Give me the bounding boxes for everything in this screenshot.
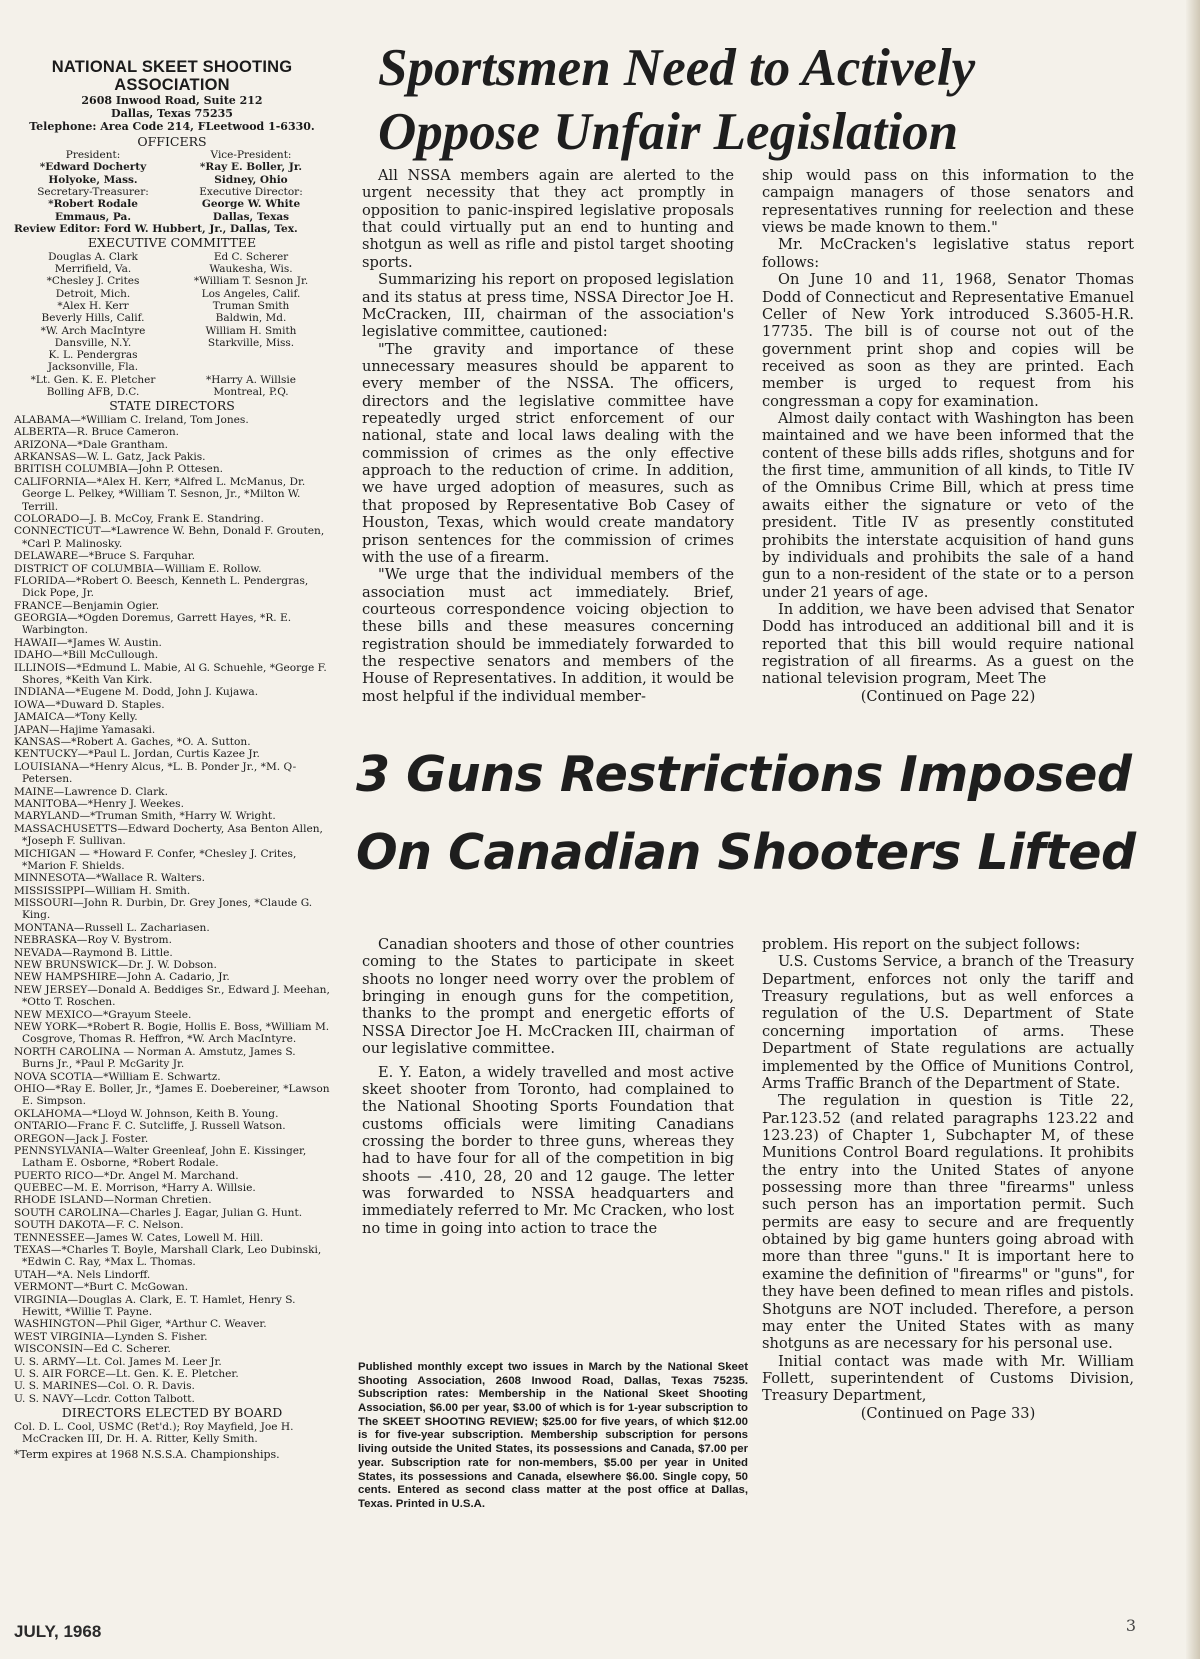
state-director-entry: OKLAHOMA—*Lloyd W. Johnson, Keith B. Young. [14, 1107, 279, 1120]
state-director-entry: ALBERTA—R. Bruce Cameron. [14, 426, 180, 439]
executive-committee-cell: *William T. Sesnon Jr. [193, 275, 309, 288]
executive-committee-grid [14, 251, 330, 398]
state-director-entry: MICHIGAN — *Howard F. Confer, *Chesley J. Crites, *Marion F. Shields. [14, 847, 297, 872]
officer-cell: Emmaus, Pa. [55, 210, 131, 223]
article2-headline-line2: On Canadian Shooters Lifted [356, 824, 1136, 881]
association-city: Dallas, Texas 75235 [111, 106, 233, 120]
state-directors-list [14, 414, 330, 1405]
executive-committee-cell: Beverly Hills, Calif. [41, 312, 145, 325]
page-edge-shadow [1186, 0, 1200, 1659]
state-director-entry: QUEBEC—M. E. Morrison, *Harry A. Willsie. [14, 1182, 256, 1195]
state-director-entry: INDIANA—*Eugene M. Dodd, John J. Kujawa. [14, 686, 259, 699]
paragraph: Mr. McCracken's legislative status report follows: [762, 236, 1134, 271]
state-director-entry: PENNSYLVANIA—Walter Greenleaf, John E. Kissinger, Latham E. Osborne, *Robert Rodale. [14, 1144, 307, 1170]
state-director-entry: ALABAMA—*William C. Ireland, Tom Jones. [14, 413, 249, 426]
state-director-entry: MISSOURI—John R. Durbin, Dr. Grey Jones, *Claude G. King. [14, 897, 313, 922]
paragraph: "The gravity and importance of these unnecessary measures should be apparent to every member of the NSSA. The officers, directors and the legislative committee have repeatedly urged strict enforcement of our national, state and local laws dealing with the commission of crimes as the only effective approach to the reduction of crime. In addition, we have urged adoption of measures, such as that proposed by Representative Bob Casey of Houston, Texas, which would create mandatory prison sentences for the commission of crimes with the use of a firearm. [362, 340, 734, 566]
state-director-entry: U. S. ARMY—Lt. Col. James M. Leer Jr. [14, 1355, 222, 1368]
state-director-entry: NORTH CAROLINA — Norman A. Amstutz, James S. Burns Jr., *Paul P. McGarity Jr. [14, 1045, 296, 1071]
state-director-entry: PUERTO RICO—*Dr. Angel M. Marchand. [14, 1169, 239, 1182]
state-director-entry: HAWAII—*James W. Austin. [14, 636, 162, 649]
executive-committee-cell: *W. Arch MacIntyre [40, 324, 146, 337]
article2-column-2 [762, 936, 1134, 1422]
state-director-entry: NEW YORK—*Robert R. Bogie, Hollis E. Boss, *William M. Cosgrove, Thomas R. Heffron, *W. Arch MacIntyre. [14, 1020, 330, 1046]
officer-cell: Sidney, Ohio [214, 173, 288, 186]
officer-cell: Vice-President: [210, 149, 292, 162]
association-address: 2608 Inwood Road, Suite 212 [81, 93, 263, 107]
officer-cell: *Edward Docherty [39, 161, 147, 174]
state-director-entry: SOUTH CAROLINA—Charles J. Eagar, Julian G. Hunt. [14, 1206, 303, 1219]
term-note: *Term expires at 1968 N.S.S.A. Championships. [14, 1447, 280, 1461]
paragraph: U.S. Customs Service, a branch of the Treasury Department, enforces not only the tariff and Treasury regulations, but as well enforces a regulation of the U.S. Department of State concerning importation of arms. These Department of State regulations are actually implemented by the Office of Munitions Control, Arms Traffic Branch of the Department of State. [762, 953, 1134, 1092]
state-director-entry: U. S. MARINES—Col. O. R. Davis. [14, 1380, 195, 1393]
executive-committee-cell: Baldwin, Md. [215, 312, 287, 325]
state-director-entry: NEW HAMPSHIRE—John A. Cadario, Jr. [14, 971, 230, 984]
executive-committee-cell: Starkville, Miss. [207, 336, 295, 349]
state-director-entry: NEBRASKA—Roy V. Bystrom. [14, 934, 172, 947]
state-director-entry: KANSAS—*Robert A. Gaches, *O. A. Sutton. [14, 736, 251, 748]
continued-note: (Continued on Page 22) [860, 687, 1036, 705]
state-director-entry: IDAHO—*Bill McCullough. [14, 649, 159, 662]
state-director-entry: TENNESSEE—James W. Cates, Lowell M. Hill. [14, 1231, 264, 1244]
officer-cell: *Ray E. Boller, Jr. [199, 161, 303, 174]
state-director-entry: NEW JERSEY—Donald A. Beddiges Sr., Edward J. Meehan, *Otto T. Roschen. [14, 983, 330, 1009]
state-director-entry: CONNECTICUT—*Lawrence W. Behn, Donald F. Grouten, *Carl P. Malinosky. [14, 525, 325, 550]
state-director-entry: U. S. AIR FORCE—Lt. Gen. K. E. Pletcher. [14, 1367, 239, 1380]
state-director-entry: BRITISH COLUMBIA—John P. Ottesen. [14, 463, 224, 476]
executive-committee-cell: William H. Smith [205, 324, 297, 337]
paragraph: All NSSA members again are alerted to the urgent necessity that they act promptly in opposition to panic-inspired legislative proposals that could virtually put an end to hunting and shotgun as well as rifle and pistol target shooting sports. [362, 167, 734, 271]
executive-committee-cell: Merrifield, Va. [54, 263, 132, 276]
issue-date: JULY, 1968 [14, 1622, 102, 1641]
executive-committee-cell [172, 361, 330, 373]
state-director-entry: VIRGINIA—Douglas A. Clark, E. T. Hamlet, Henry S. Hewitt, *Willie T. Payne. [14, 1293, 296, 1318]
executive-committee-cell: Douglas A. Clark [48, 250, 138, 263]
state-director-entry: ARKANSAS—W. L. Gatz, Jack Pakis. [14, 451, 206, 464]
paragraph: problem. His report on the subject follows: [762, 936, 1081, 953]
executive-committee-cell: *Lt. Gen. K. E. Pletcher [30, 373, 156, 386]
board-directors: Col. D. L. Cool, USMC (Ret'd.); Roy Mayfield, Joe H. McCracken III, Dr. H. A. Ritter, Kelly Smith. [14, 1420, 294, 1446]
state-director-entry: ONTARIO—Franc F. C. Sutcliffe, J. Russell Watson. [14, 1120, 286, 1133]
executive-committee-cell: Detroit, Mich. [55, 287, 131, 300]
state-director-entry: U. S. NAVY—Lcdr. Cotton Talbott. [14, 1392, 195, 1405]
state-director-entry: OREGON—Jack J. Foster. [14, 1132, 149, 1145]
paragraph: E. Y. Eaton, a widely travelled and most active skeet shooter from Toronto, had complained to the National Shooting Sports Foundation that customs officials were limiting Canadians crossing the border to three guns, whereas they had to have four for all of the competition in big shoots — .410, 28, 20 and 12 gauge. The letter was forwarded to NSSA headquarters and immediately referred to Mr. Mc Cracken, who lost no time in going into action to trace the [362, 1063, 734, 1237]
paragraph: Canadian shooters and those of other countries coming to the States to participate in skeet shoots no longer need worry over the problem of bringing in enough guns for the competition, thanks to the prompt and energetic efforts of NSSA Director Joe H. McCracken III, chairman of our legislative committee. [362, 936, 734, 1058]
state-director-entry: MASSACHUSETTS—Edward Docherty, Asa Benton Allen, *Joseph F. Sullivan. [14, 822, 323, 848]
article1-headline [378, 36, 1068, 164]
state-director-entry: JAPAN—Hajime Yamasaki. [14, 723, 156, 736]
association-telephone: Telephone: Area Code 214, FLeetwood 1-6330. [29, 119, 315, 133]
state-director-entry: MISSISSIPPI—William H. Smith. [14, 884, 191, 897]
paragraph: ship would pass on this information to the campaign managers of those senators and representatives running for reelection and these views be made known to them." [762, 167, 1134, 237]
state-director-entry: ILLINOIS—*Edmund L. Mabie, Al G. Schuehle, *George F. Shores, *Keith Van Kirk. [14, 661, 327, 687]
executive-committee-cell: Jacksonville, Fla. [47, 361, 139, 374]
article1-headline-line1: Sportsmen Need to Actively [378, 39, 976, 97]
executive-committee-cell [172, 349, 330, 361]
continued-note: (Continued on Page 33) [860, 1404, 1036, 1422]
officers-heading: OFFICERS [137, 133, 207, 149]
state-director-entry: UTAH—*A. Nels Lindorff. [14, 1268, 151, 1281]
article1-headline-line2: Oppose Unfair Legislation [378, 103, 959, 161]
article2-column-1 [362, 936, 734, 1237]
executive-committee-cell: Bolling AFB, D.C. [46, 385, 140, 398]
executive-committee-cell: *Chesley J. Crites [46, 275, 140, 288]
paragraph: Almost daily contact with Washington has been maintained and we have been informed that the content of these bills adds rifles, shotguns and for the first time, ammunition of all kinds, to Title IV of the Omnibus Crime Bill, which at press time awaits either the signature or veto of the president. Title IV as presently constituted prohibits the interstate acquisition of hand guns by individuals and prohibits the sale of a hand gun to a non-resident of the state or to a person under 21 years of age. [762, 410, 1134, 601]
paragraph: On June 10 and 11, 1968, Senator Thomas Dodd of Connecticut and Representative Emanuel Celler of New York introduced S.3605-H.R. 17735. The bill is of course not out of the government print shop and copies will be received as soon as they are printed. Each member is urged to request from his congressman a copy for examination. [762, 271, 1134, 410]
article1-column-1 [362, 167, 734, 705]
state-director-entry: NEVADA—Raymond B. Little. [14, 946, 173, 959]
board-directors-heading: DIRECTORS ELECTED BY BOARD [61, 1405, 283, 1421]
state-director-entry: MINNESOTA—*Wallace R. Walters. [14, 872, 205, 885]
paragraph: "We urge that the individual members of the association must act immediately. Brief, courteous correspondence voicing objection to these bills and these measures concerning registration should be immediately forwarded to the respective senators and members of the House of Representatives. In addition, it would be most helpful if the individual member- [362, 566, 734, 705]
page-number: 3 [1125, 1616, 1136, 1635]
paragraph: The regulation in question is Title 22, Par.123.52 (and related paragraphs 123.22 and 123.23) of Chapter 1, Subchapter M, of these Munitions Control Board regulations. It prohibits the entry into the United States of anyone possessing more than three "firearms" unless such person has an importation permit. Such permits are easy to secure and are frequently obtained by big game hunters going abroad with more than three "guns." It is important here to examine the definition of "firearms" or "guns", for they have been defined to mean rifles and pistols. Shotguns are NOT included. Therefore, a person may enter the United States with as many shotguns as are necessary for his personal use. [762, 1092, 1134, 1353]
executive-committee-cell: Ed C. Scherer [213, 250, 289, 263]
review-editor: Review Editor: Ford W. Hubbert, Jr., Dallas, Tex. [14, 222, 298, 235]
state-director-entry: NOVA SCOTIA—*William E. Schwartz. [14, 1070, 221, 1083]
state-director-entry: GEORGIA—*Ogden Doremus, Garrett Hayes, *R. E. Warbington. [14, 612, 292, 637]
article2-headline [356, 736, 1156, 892]
executive-committee-cell: Los Angeles, Calif. [201, 287, 301, 300]
officer-cell: Executive Director: [199, 185, 303, 198]
officer-cell: *Robert Rodale [48, 198, 138, 211]
state-director-entry: MANITOBA—*Henry J. Weekes. [14, 797, 184, 810]
article1-column-2 [762, 167, 1134, 705]
state-director-entry: FLORIDA—*Robert O. Beesch, Kenneth L. Pendergras, Dick Pope, Jr. [14, 574, 309, 600]
article2-headline-line1: 3 Guns Restrictions Imposed [356, 746, 1132, 803]
state-director-entry: JAMAICA—*Tony Kelly. [14, 711, 138, 724]
state-director-entry: MARYLAND—*Truman Smith, *Harry W. Wright. [14, 810, 276, 823]
state-director-entry: COLORADO—J. B. McCoy, Frank E. Standring. [14, 512, 264, 525]
executive-committee-cell: *Alex H. Kerr [57, 299, 129, 312]
state-director-entry: TEXAS—*Charles T. Boyle, Marshall Clark, Leo Dubinski, *Edwin C. Ray, *Max L. Thomas. [14, 1244, 322, 1269]
association-masthead [14, 58, 330, 1548]
executive-committee-cell: Waukesha, Wis. [209, 263, 293, 276]
executive-committee-cell: *Harry A. Willsie [206, 373, 296, 386]
state-director-entry: MAINE—Lawrence D. Clark. [14, 785, 168, 798]
state-director-entry: FRANCE—Benjamin Ogier. [14, 599, 160, 612]
state-director-entry: MONTANA—Russell L. Zachariasen. [14, 921, 210, 934]
paragraph: Summarizing his report on proposed legislation and its status at press time, NSSA Director Joe H. McCracken, III, chairman of the association's legislative committee, cautioned: [362, 271, 734, 341]
executive-committee-heading: EXECUTIVE COMMITTEE [87, 235, 257, 251]
state-director-entry: DISTRICT OF COLUMBIA—William E. Rollow. [14, 562, 262, 575]
state-director-entry: IOWA—*Duward D. Staples. [14, 698, 165, 711]
executive-committee-cell: Dansville, N.Y. [54, 336, 132, 349]
state-director-entry: VERMONT—*Burt C. McGowan. [14, 1281, 189, 1294]
executive-committee-cell: Montreal, P.Q. [213, 385, 289, 398]
state-director-entry: NEW MEXICO—*Grayum Steele. [14, 1008, 192, 1021]
state-director-entry: WEST VIRGINIA—Lynden S. Fisher. [14, 1330, 208, 1343]
state-director-entry: KENTUCKY—*Paul L. Jordan, Curtis Kazee Jr. [14, 748, 260, 761]
state-director-entry: ARIZONA—*Dale Grantham. [14, 438, 168, 451]
publication-notice: Published monthly except two issues in March by the National Skeet Shooting Association, 2608 Inwood Road, Dallas, Texas 75235. Subscription rates: Membership in the National Skeet Shooting Association, $6.00 per year, $3.00 of which is for 1-year subscription to The SKEET SHOOTING REVIEW; $25.00 for five years, of which $12.00 is for five-year subscription. Membership subscription for persons living outside the United States, its possessions and Canada, $7.00 per year. Subscription rate for non-members, $5.00 per year in United States, its possessions and Canada, elsewhere $6.00. Single copy, 50 cents. Entered as second class matter at the post office at Dallas, Texas. Printed in U.S.A. [358, 1361, 748, 1510]
paragraph: Initial contact was made with Mr. William Follett, superintendent of Customs Division, Treasury Department, [762, 1352, 1134, 1405]
state-director-entry: OHIO—*Ray E. Boller, Jr., *James E. Doebereiner, *Lawson E. Simpson. [14, 1082, 330, 1108]
officer-cell: Dallas, Texas [212, 210, 290, 223]
state-director-entry: WASHINGTON—Phil Giger, *Arthur C. Weaver. [14, 1318, 267, 1331]
officer-cell: Secretary-Treasurer: [37, 185, 149, 198]
officers-grid [14, 149, 330, 223]
state-director-entry: CALIFORNIA—*Alex H. Kerr, *Alfred L. McManus, Dr. George L. Pelkey, *William T. Sesnon, Jr., *Milton W. Terrill. [14, 475, 306, 513]
officer-cell: President: [65, 149, 121, 162]
state-director-entry: DELAWARE—*Bruce S. Farquhar. [14, 550, 195, 563]
executive-committee-cell: K. L. Pendergras [48, 349, 138, 362]
state-director-entry: RHODE ISLAND—Norman Chretien. [14, 1194, 212, 1207]
officer-cell: George W. White [201, 198, 301, 211]
state-director-entry: SOUTH DAKOTA—F. C. Nelson. [14, 1219, 184, 1232]
paragraph: In addition, we have been advised that Senator Dodd has introduced an additional bill and it is reported that this bill would require national registration of all firearms. As a guest on the national television program, Meet The [762, 600, 1134, 688]
state-directors-heading: STATE DIRECTORS [109, 398, 235, 414]
state-director-entry: WISCONSIN—Ed C. Scherer. [14, 1343, 171, 1356]
officer-cell: Holyoke, Mass. [48, 173, 138, 186]
association-name: NATIONAL SKEET SHOOTING ASSOCIATION [51, 58, 293, 95]
state-director-entry: NEW BRUNSWICK—Dr. J. W. Dobson. [14, 959, 217, 972]
executive-committee-cell: Truman Smith [212, 299, 290, 312]
state-director-entry: LOUISIANA—*Henry Alcus, *L. B. Ponder Jr., *M. Q-Petersen. [14, 760, 297, 786]
